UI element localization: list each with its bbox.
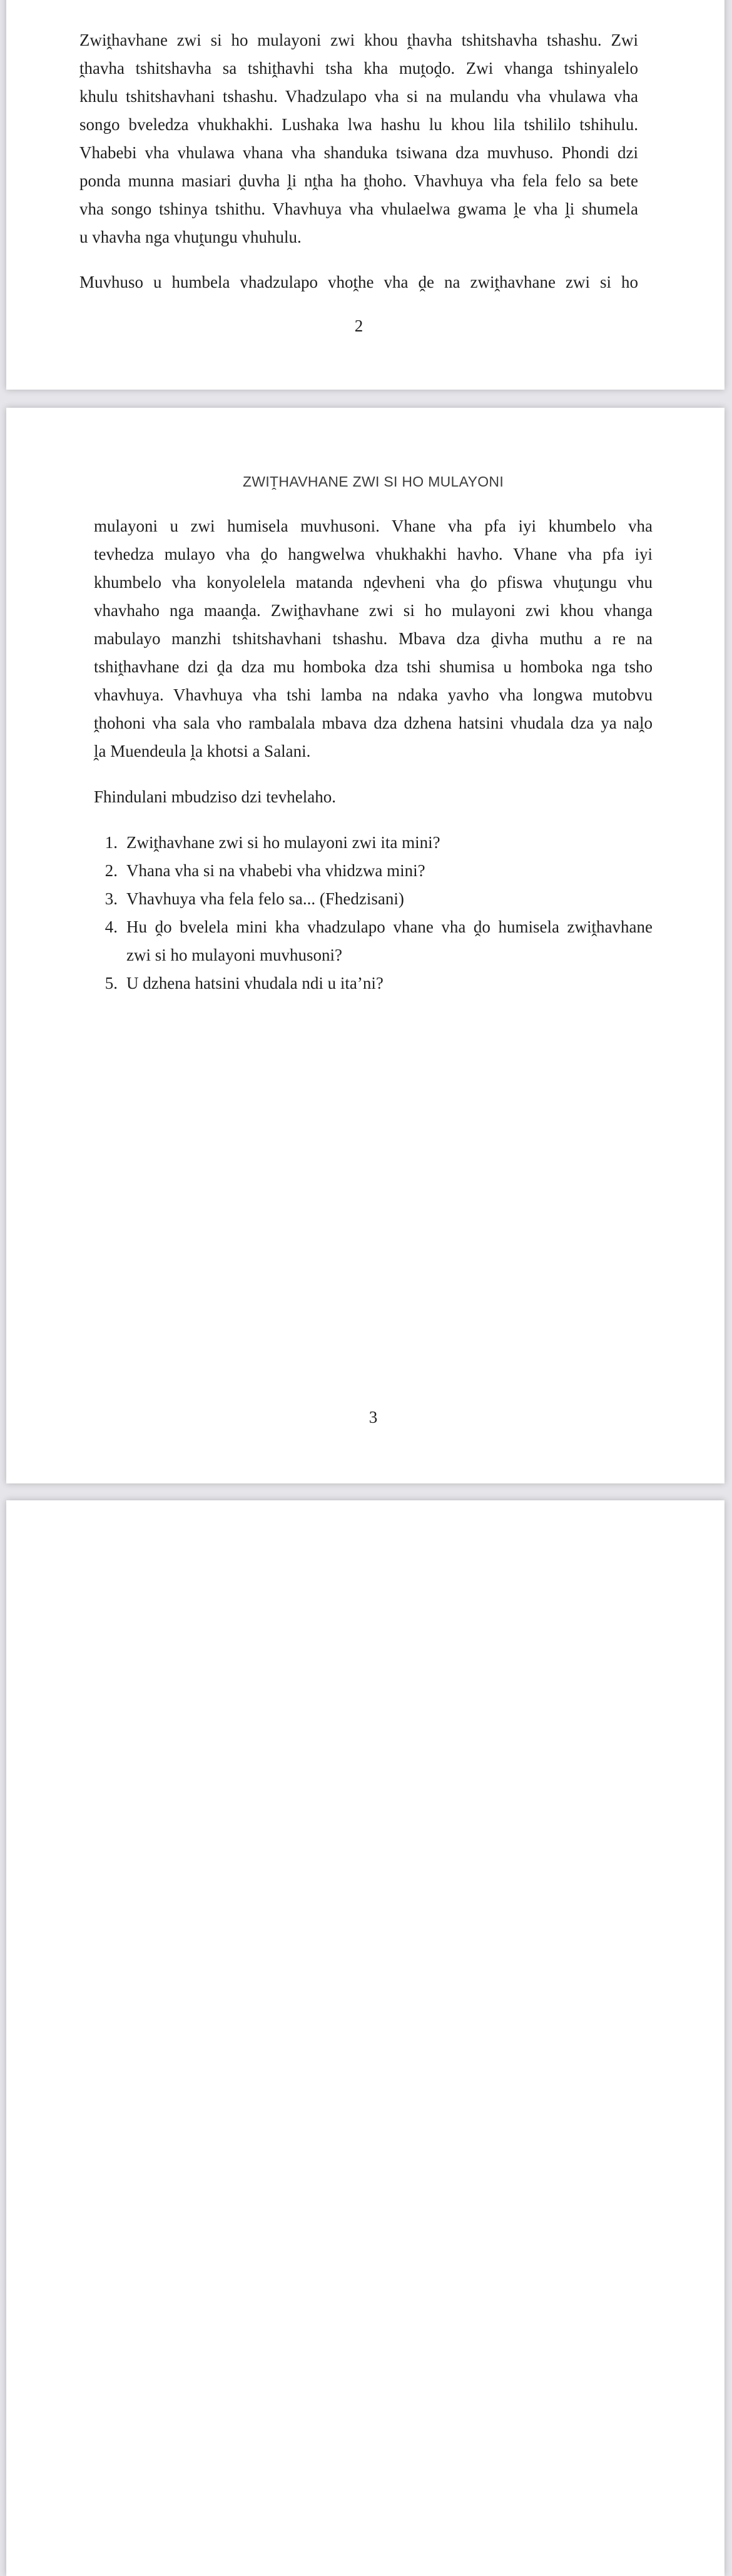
question-number: 2.	[104, 861, 118, 880]
paragraph-body	[79, 268, 638, 296]
document-page-4[interactable]	[6, 1500, 724, 2576]
question-number: 5.	[104, 974, 118, 993]
running-header	[94, 472, 653, 491]
question-item	[94, 913, 653, 941]
question-number: 1.	[104, 833, 118, 852]
page-number: 2	[354, 316, 363, 335]
question-text: U dzhena hatsini vhudala ndi u ita’ni?	[126, 974, 384, 993]
question-text: zwi si ho mulayoni muvhusoni?	[126, 946, 342, 964]
question-list	[94, 829, 653, 998]
page-number-area	[79, 312, 638, 340]
text-line: khulu tshitshavhani tshashu. Vhadzulapo vha si na mulandu vha vhulawa vha	[79, 87, 638, 106]
question-item-wrap-line	[94, 941, 653, 969]
question-item	[94, 885, 653, 913]
instruction-paragraph	[94, 783, 653, 811]
text-line: vhavhuya. Vhavhuya vha tshi lamba na ndaka yavho vha longwa mutobvu	[94, 685, 653, 704]
document-page-2[interactable]	[6, 0, 724, 390]
text-line: Vhabebi vha vhulawa vhana vha shanduka tsiwana dza muvhuso. Phondi dzi	[79, 143, 638, 162]
text-line: Muvhuso u humbela vhadzulapo vhoṱhe vha ḓe na zwiṱhavhane zwi si ho	[79, 273, 638, 291]
text-line: ḽa Muendeula ḽa khotsi a Salani.	[94, 742, 311, 760]
text-line: tshiṱhavhane dzi ḓa dza mu homboka dza tshi shumisa u homboka nga tsho	[94, 657, 653, 676]
text-line: mulayoni u zwi humisela muvhusoni. Vhane vha pfa iyi khumbelo vha	[94, 517, 653, 535]
text-line: khumbelo vha konyolelela matanda nḓevheni vha ḓo pfiswa vhuṱungu vhu	[94, 573, 653, 592]
question-text: Zwiṱhavhane zwi si ho mulayoni zwi ita mini?	[126, 833, 440, 852]
text-line: vha songo tshinya tshithu. Vhavhuya vha vhulaelwa gwama ḽe vha ḽi shumela	[79, 200, 638, 218]
text-line: Zwiṱhavhane zwi si ho mulayoni zwi khou ṱhavha tshitshavha tshashu. Zwi	[79, 31, 638, 49]
paragraph-body	[94, 512, 653, 765]
question-number-spacer	[94, 941, 118, 969]
text-line: ponda munna masiari ḓuvha ḽi nṱha ha ṱhoho. Vhavhuya vha fela felo sa bete	[79, 171, 638, 190]
question-number: 4.	[104, 917, 118, 936]
instruction-text: Fhindulani mbudziso dzi tevhelaho.	[94, 787, 336, 806]
page-number: 3	[369, 1408, 378, 1427]
document-page-3[interactable]	[6, 408, 724, 1483]
page-number-area	[94, 1403, 653, 1432]
question-number: 3.	[104, 889, 118, 908]
document-title: ZWIṰHAVHANE ZWI SI HO MULAYONI	[242, 473, 504, 490]
question-item	[94, 857, 653, 885]
text-line: ṱhavha tshitshavha sa tshiṱhavhi tsha kha muṱoḓo. Zwi vhanga tshinyalelo	[79, 59, 638, 78]
question-item	[94, 969, 653, 998]
question-text: Vhana vha si na vhabebi vha vhidzwa mini?	[126, 861, 425, 880]
question-item	[94, 829, 653, 857]
text-line: songo bveledza vhukhakhi. Lushaka lwa hashu lu khou lila tshililo tshihulu.	[79, 115, 638, 134]
text-line: ṱhohoni vha sala vho rambalala mbava dza dzhena hatsini vhudala dza ya naḽo	[94, 714, 653, 732]
question-text: Hu ḓo bvelela mini kha vhadzulapo vhane vha ḓo humisela zwiṱhavhane	[126, 917, 653, 936]
text-line: u vhavha nga vhuṱungu vhuhulu.	[79, 228, 302, 246]
text-line: tevhedza mulayo vha ḓo hangwelwa vhukhakhi havho. Vhane vha pfa iyi	[94, 545, 653, 563]
question-text: Vhavhuya vha fela felo sa... (Fhedzisani)	[126, 889, 404, 908]
text-line: vhavhaho nga maanḓa. Zwiṱhavhane zwi si ho mulayoni zwi khou vhanga	[94, 601, 653, 620]
paragraph-body	[79, 26, 638, 251]
text-line: mabulayo manzhi tshitshavhani tshashu. Mbava dza ḓivha muthu a re na	[94, 629, 653, 648]
